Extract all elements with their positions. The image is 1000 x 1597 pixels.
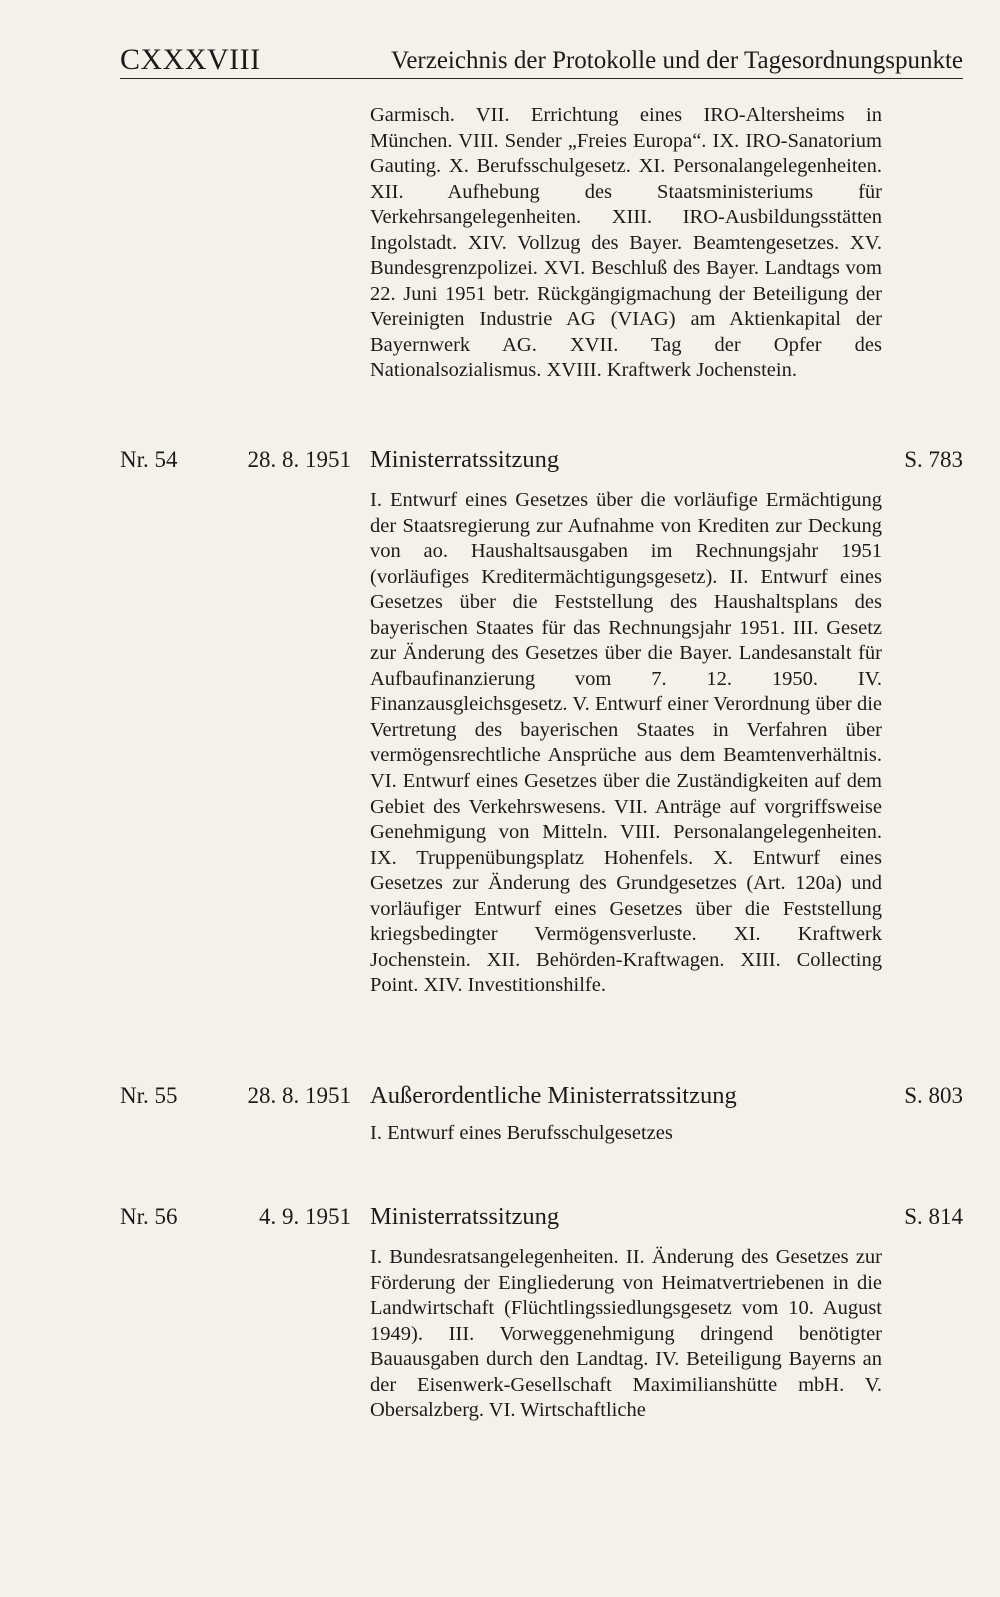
header-rule <box>120 78 963 79</box>
entry-page-ref: S. 814 <box>904 1204 963 1229</box>
entry-date: 28. 8. 1951 <box>247 447 351 472</box>
page-number: CXXXVIII <box>120 43 261 76</box>
entry-title: Außerordentliche Ministerratssitzung <box>370 1082 737 1109</box>
entry-title: Ministerratssitzung <box>370 446 560 473</box>
running-title: Verzeichnis der Protokolle und der Tagesordnungspunkte <box>391 47 963 74</box>
entry-agenda: I. Bundesratsangelegenheiten. II. Änderung des Gesetzes zur Förderung der Eingliederung von Heimatvertriebenen in die Landwirtschaft (Flüchtlingssiedlungsgesetz vom 10. August 1949). III. Vorweggenehmigung dringend benötigter Bauausgaben durch den Landtag. IV. Beteiligung Bayerns an der Eisenwerk-Gesellschaft Maximilianshütte mbH. V. Obersalzberg. VI. Wirtschaftliche <box>370 1246 882 1422</box>
page-header <box>120 36 963 80</box>
entry-agenda: I. Entwurf eines Gesetzes über die vorläufige Ermächtigung der Staatsregierung zur Aufnahme von Krediten zur Deckung von ao. Haushaltsausgaben im Rechnungsjahr 1951 (vorläufiges Kreditermächtigungsgesetz). II. Entwurf eines Gesetzes über die Feststellung des Haushaltsplans des bayerischen Staates für das Rechnungsjahr 1951. III. Gesetz zur Änderung des Gesetzes über die Bayer. Landesanstalt für Aufbaufinanzierung vom 7. 12. 1950. IV. Finanzausgleichsgesetz. V. Entwurf einer Verordnung über die Vertretung des bayerischen Staates in Verfahren über vermögensrechtliche Ansprüche aus dem Beamtenverhältnis. VI. Entwurf eines Gesetzes über die Zuständigkeiten auf dem Gebiet des Verkehrswesens. VII. Anträge auf vorgriffsweise Genehmigung von Mitteln. VIII. Personalangelegenheiten. IX. Truppenübungsplatz Hohenfels. X. Entwurf eines Gesetzes zur Änderung des Grundgesetzes (Art. 120a) und vorläufiger Entwurf eines Gesetzes über die Feststellung kriegsbedingter Vermögensverluste. XI. Kraftwerk Jochenstein. XII. Behörden-Kraftwagen. XIII. Collecting Point. XIV. Investitionshilfe. <box>370 489 882 997</box>
entry-page-ref: S. 803 <box>904 1083 963 1108</box>
entry-nr-54 <box>120 443 963 477</box>
continuation-agenda: Garmisch. VII. Errichtung eines IRO-Altersheims in München. VIII. Sender „Freies Europa“. IX. IRO-Sanatorium Gauting. X. Berufsschulgesetz. XI. Personalangelegenheiten. XII. Aufhebung des Staatsministeriums für Verkehrsangelegenheiten. XIII. IRO-Ausbildungsstätten Ingolstadt. XIV. Vollzug des Bayer. Beamtengesetzes. XV. Bundesgrenzpolizei. XVI. Beschluß des Bayer. Landtags vom 22. Juni 1951 betr. Rückgängigmachung der Beteiligung der Vereinigten Industrie AG (VIAG) am Aktienkapital der Bayernwerk AG. XVII. Tag der Opfer des Nationalsozialismus. XVIII. Kraftwerk Jochenstein. <box>370 104 882 382</box>
entry-date: 4. 9. 1951 <box>259 1204 351 1229</box>
entry-date: 28. 8. 1951 <box>247 1083 351 1108</box>
entry-nr-55 <box>120 1079 963 1113</box>
entry-number: Nr. 56 <box>120 1204 178 1229</box>
entry-number: Nr. 54 <box>120 447 178 472</box>
entry-nr-56 <box>120 1200 963 1234</box>
entry-page-ref: S. 783 <box>904 447 963 472</box>
entry-number: Nr. 55 <box>120 1083 178 1108</box>
entry-title: Ministerratssitzung <box>370 1203 560 1230</box>
entry-agenda: I. Entwurf eines Berufsschulgesetzes <box>370 1122 673 1144</box>
